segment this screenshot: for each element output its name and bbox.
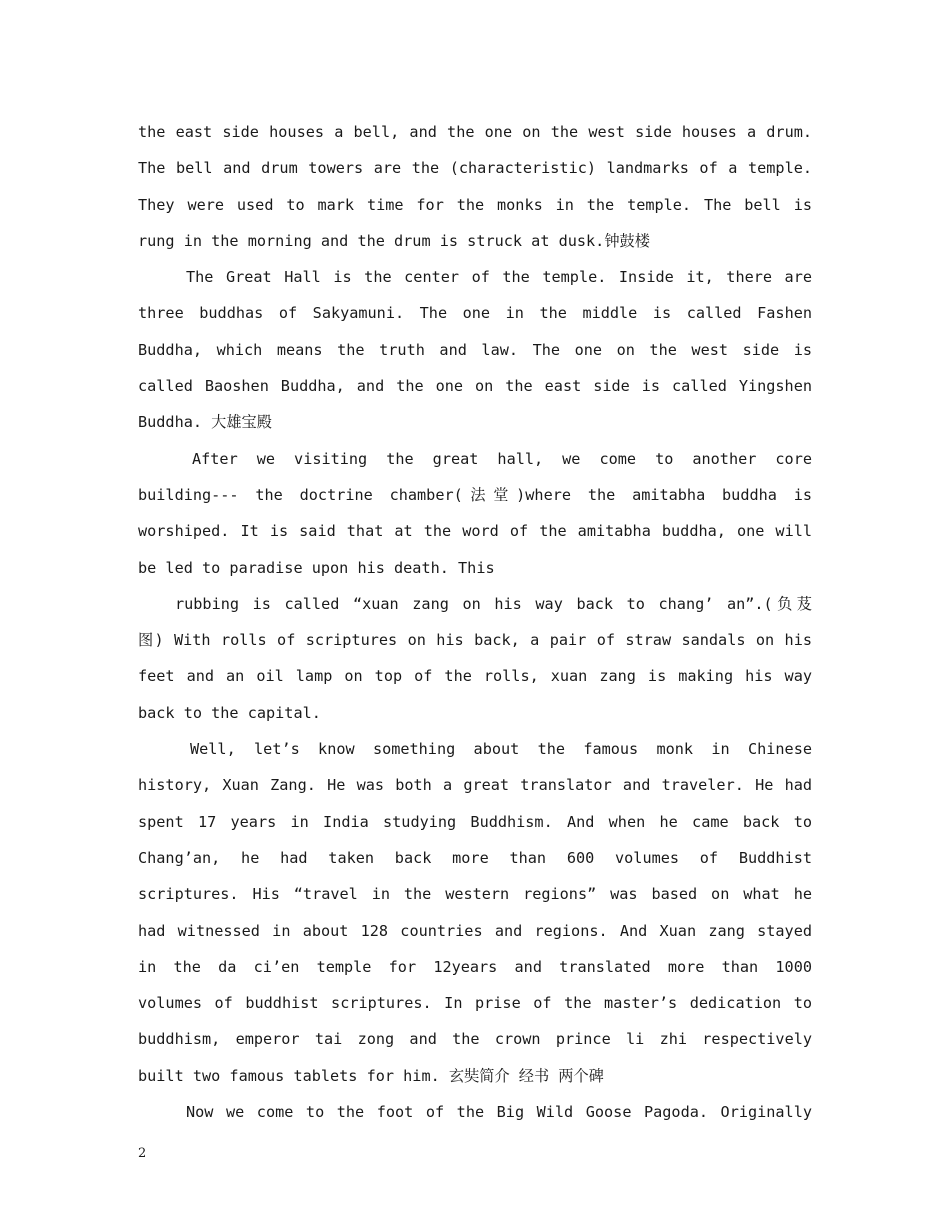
text-line: They were used to mark time for the monks in the temple. The bell is <box>138 195 812 214</box>
text-line: volumes of buddhist scriptures. In prise of the master’s dedication to <box>138 994 812 1013</box>
text-line: spent 17 years in India studying Buddhism. And when he came back to <box>138 812 812 831</box>
text-line: rubbing is called “xuan zang on his way back to chang’ an”.(负芨 <box>175 594 812 613</box>
text-line: The Great Hall is the center of the temple. Inside it, there are <box>186 268 812 287</box>
text-line: history, Xuan Zang. He was both a great translator and traveler. He had <box>138 776 812 795</box>
text-line: Well, let’s know something about the famous monk in Chinese <box>190 740 812 759</box>
text-line: be led to paradise upon his death. This <box>138 558 495 577</box>
text-line: Buddha, which means the truth and law. The one on the west side is <box>138 340 812 359</box>
text-line: After we visiting the great hall, we come to another core <box>192 449 812 468</box>
text-line: in the da ci’en temple for 12years and translated more than 1000 <box>138 957 812 976</box>
text-line: three buddhas of Sakyamuni. The one in the middle is called Fashen <box>138 304 812 323</box>
text-line: built two famous tablets for him. 玄奘简介 经书 两个碑 <box>138 1066 604 1085</box>
text-line: the east side houses a bell, and the one on the west side houses a drum. <box>138 123 812 141</box>
page-number: 2 <box>138 1146 147 1161</box>
text-line: Buddha. 大雄宝殿 <box>138 413 272 432</box>
text-line: 图) With rolls of scriptures on his back, a pair of straw sandals on his <box>138 631 812 650</box>
text-line: rung in the morning and the drum is struck at dusk.钟鼓楼 <box>138 231 650 250</box>
text-line: feet and an oil lamp on top of the rolls, xuan zang is making his way <box>138 667 812 686</box>
text-line: The bell and drum towers are the (characteristic) landmarks of a temple. <box>138 159 812 178</box>
text-line: Now we come to the foot of the Big Wild Goose Pagoda. Originally <box>186 1103 812 1122</box>
text-line: back to the capital. <box>138 703 321 722</box>
text-line: worshiped. It is said that at the word of the amitabha buddha, one will <box>138 522 812 541</box>
body-text <box>138 114 812 1130</box>
text-line: building--- the doctrine chamber(法堂)where the amitabha buddha is <box>138 485 812 504</box>
text-line: had witnessed in about 128 countries and regions. And Xuan zang stayed <box>138 921 812 940</box>
text-line: called Baoshen Buddha, and the one on the east side is called Yingshen <box>138 377 812 396</box>
text-line: scriptures. His “travel in the western regions” was based on what he <box>138 885 812 904</box>
text-line: buddhism, emperor tai zong and the crown prince li zhi respectively <box>138 1030 812 1049</box>
text-line: Chang’an, he had taken back more than 600 volumes of Buddhist <box>138 848 812 867</box>
